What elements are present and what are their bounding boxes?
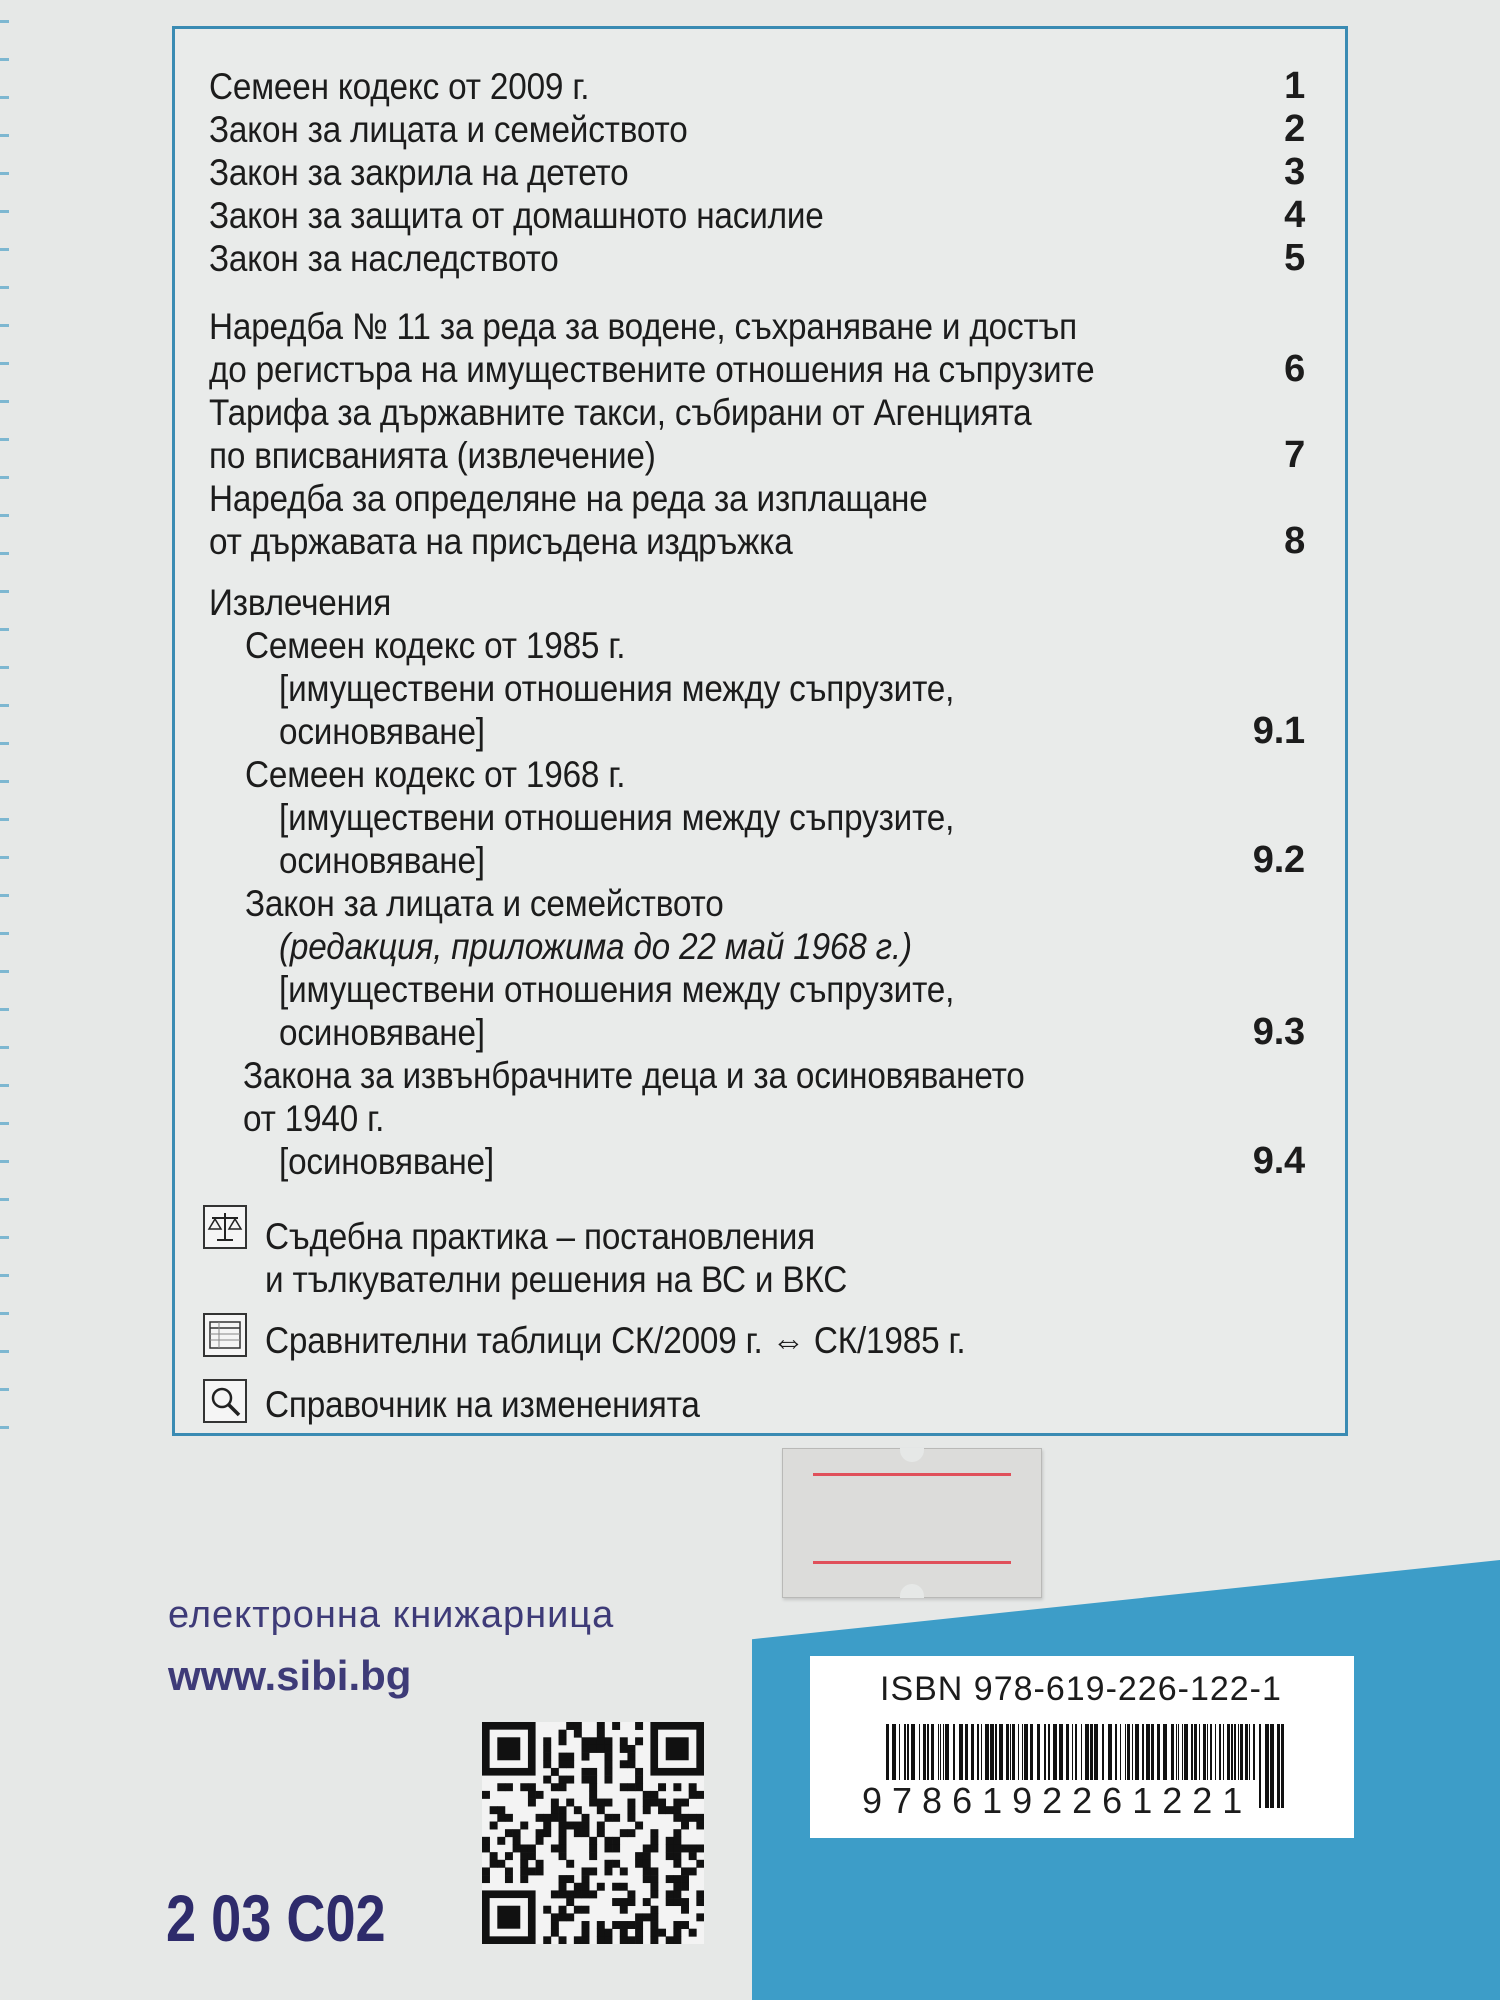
extra-line1: Сравнителни таблици СК/2009 г. ⇔ СК/1985 г. [265, 1320, 966, 1361]
price-sticker [782, 1448, 1042, 1598]
spine-mark [0, 1008, 9, 1011]
spine-mark [0, 248, 9, 251]
spine-mark [0, 666, 9, 669]
extra-line2: и тълкувателни решения на ВС и ВКС [265, 1259, 848, 1300]
spine-mark [0, 894, 9, 897]
isbn-number: ISBN 978-619-226-122-1 [880, 1670, 1282, 1708]
spine-mark [0, 514, 9, 517]
extract-title-line2: от 1940 г. [243, 1098, 385, 1139]
spine-mark [0, 780, 9, 783]
spine-mark [0, 58, 9, 61]
toc-entry-text: Закон за лицата и семейството [209, 109, 688, 150]
toc-entry-number: 2 [1284, 108, 1305, 150]
spine-mark [0, 1198, 9, 1201]
product-code: 2 03 C02 [166, 1881, 386, 1955]
spine-mark [0, 134, 9, 137]
spine-mark [0, 1046, 9, 1049]
toc-entry-line2: по вписванията (извлечение) [209, 435, 656, 476]
extract-note: (редакция, приложима до 22 май 1968 г.) [279, 926, 912, 967]
toc-entry-number: 1 [1284, 65, 1305, 107]
sticker-line [813, 1561, 1011, 1564]
isbn-block [810, 1656, 1354, 1838]
spine-mark [0, 628, 9, 631]
spine-mark [0, 210, 9, 213]
toc-entry-line1: Наредба № 11 за реда за водене, съхраняване и достъп [209, 306, 1078, 347]
extract-number: 9.2 [1252, 839, 1305, 881]
toc-entry-number: 5 [1284, 237, 1305, 279]
extract-title: Закон за лицата и семейството [245, 883, 724, 924]
toc-entry-line1: Наредба за определяне на реда за изплащане [209, 478, 928, 519]
extract-sub2: осиновяване] [279, 840, 485, 881]
extract-sub2: осиновяване] [279, 1012, 485, 1053]
extract-sub2: осиновяване] [279, 711, 485, 752]
spine-mark [0, 1426, 9, 1429]
toc-entry-number: 4 [1284, 194, 1305, 236]
spine-mark [0, 324, 9, 327]
extract-number: 9.3 [1252, 1011, 1305, 1053]
spine-mark [0, 818, 9, 821]
toc-entry-text: Семеен кодекс от 2009 г. [209, 66, 590, 107]
spine-mark [0, 1122, 9, 1125]
extract-number: 9.1 [1252, 710, 1305, 752]
spine-mark [0, 400, 9, 403]
sticker-line [813, 1473, 1011, 1476]
toc-entry-number: 6 [1284, 348, 1305, 390]
spine-mark [0, 590, 9, 593]
toc-entry-text: Закон за защита от домашното насилие [209, 195, 824, 236]
spine-mark [0, 1084, 9, 1087]
qr-code [482, 1722, 704, 1944]
sticker-notch [900, 1584, 924, 1598]
extract-number: 9.4 [1252, 1140, 1305, 1182]
scales-icon [203, 1205, 247, 1249]
spine-mark [0, 856, 9, 859]
spine-mark [0, 1274, 9, 1277]
spine-mark [0, 476, 9, 479]
spine-marks [0, 0, 14, 1450]
extract-title: Семеен кодекс от 1968 г. [245, 754, 626, 795]
extract-sub1: [имуществени отношения между съпрузите, [279, 797, 955, 838]
extra-line1: Справочник на измененията [265, 1384, 700, 1425]
extract-sub1: [осиновяване] [279, 1141, 494, 1182]
extract-title: Закона за извънбрачните деца и за осиновяването [243, 1055, 1025, 1096]
spine-mark [0, 1236, 9, 1239]
toc-entry-line1: Тарифа за държавните такси, събирани от Агенцията [209, 392, 1032, 433]
spine-mark [0, 20, 9, 23]
table-icon [203, 1313, 247, 1357]
extract-sub1: [имуществени отношения между съпрузите, [279, 668, 955, 709]
extract-sub1: [имуществени отношения между съпрузите, [279, 969, 955, 1010]
spine-mark [0, 438, 9, 441]
spine-mark [0, 704, 9, 707]
toc-entry-text: Закон за закрила на детето [209, 152, 629, 193]
toc-entry-text: Закон за наследството [209, 238, 559, 279]
spine-mark [0, 362, 9, 365]
toc-entry-line2: до регистъра на имуществените отношения на съпрузите [209, 349, 1095, 390]
toc-entry-line2: от държавата на присъдена издръжка [209, 521, 793, 562]
barcode-digits: 9786192261221 [858, 1780, 1256, 1822]
bookstore-url[interactable]: www.sibi.bg [168, 1652, 412, 1699]
spine-mark [0, 1160, 9, 1163]
extra-line1: Съдебна практика – постановления [265, 1216, 816, 1257]
spine-mark [0, 1312, 9, 1315]
extracts-heading-text: Извлечения [209, 582, 392, 623]
spine-mark [0, 932, 9, 935]
spine-mark [0, 172, 9, 175]
spine-mark [0, 1388, 9, 1391]
magnifier-icon [203, 1379, 247, 1423]
table-of-contents [172, 26, 1348, 1436]
spine-mark [0, 742, 9, 745]
spine-mark [0, 970, 9, 973]
spine-mark [0, 286, 9, 289]
toc-entry-number: 7 [1284, 434, 1305, 476]
spine-mark [0, 96, 9, 99]
toc-entry-number: 8 [1284, 520, 1305, 562]
bookstore-label: електронна книжарница [168, 1594, 615, 1636]
spine-mark [0, 1350, 9, 1353]
spine-mark [0, 552, 9, 555]
toc-entry-number: 3 [1284, 151, 1305, 193]
sticker-notch [900, 1448, 924, 1462]
extract-title: Семеен кодекс от 1985 г. [245, 625, 626, 666]
